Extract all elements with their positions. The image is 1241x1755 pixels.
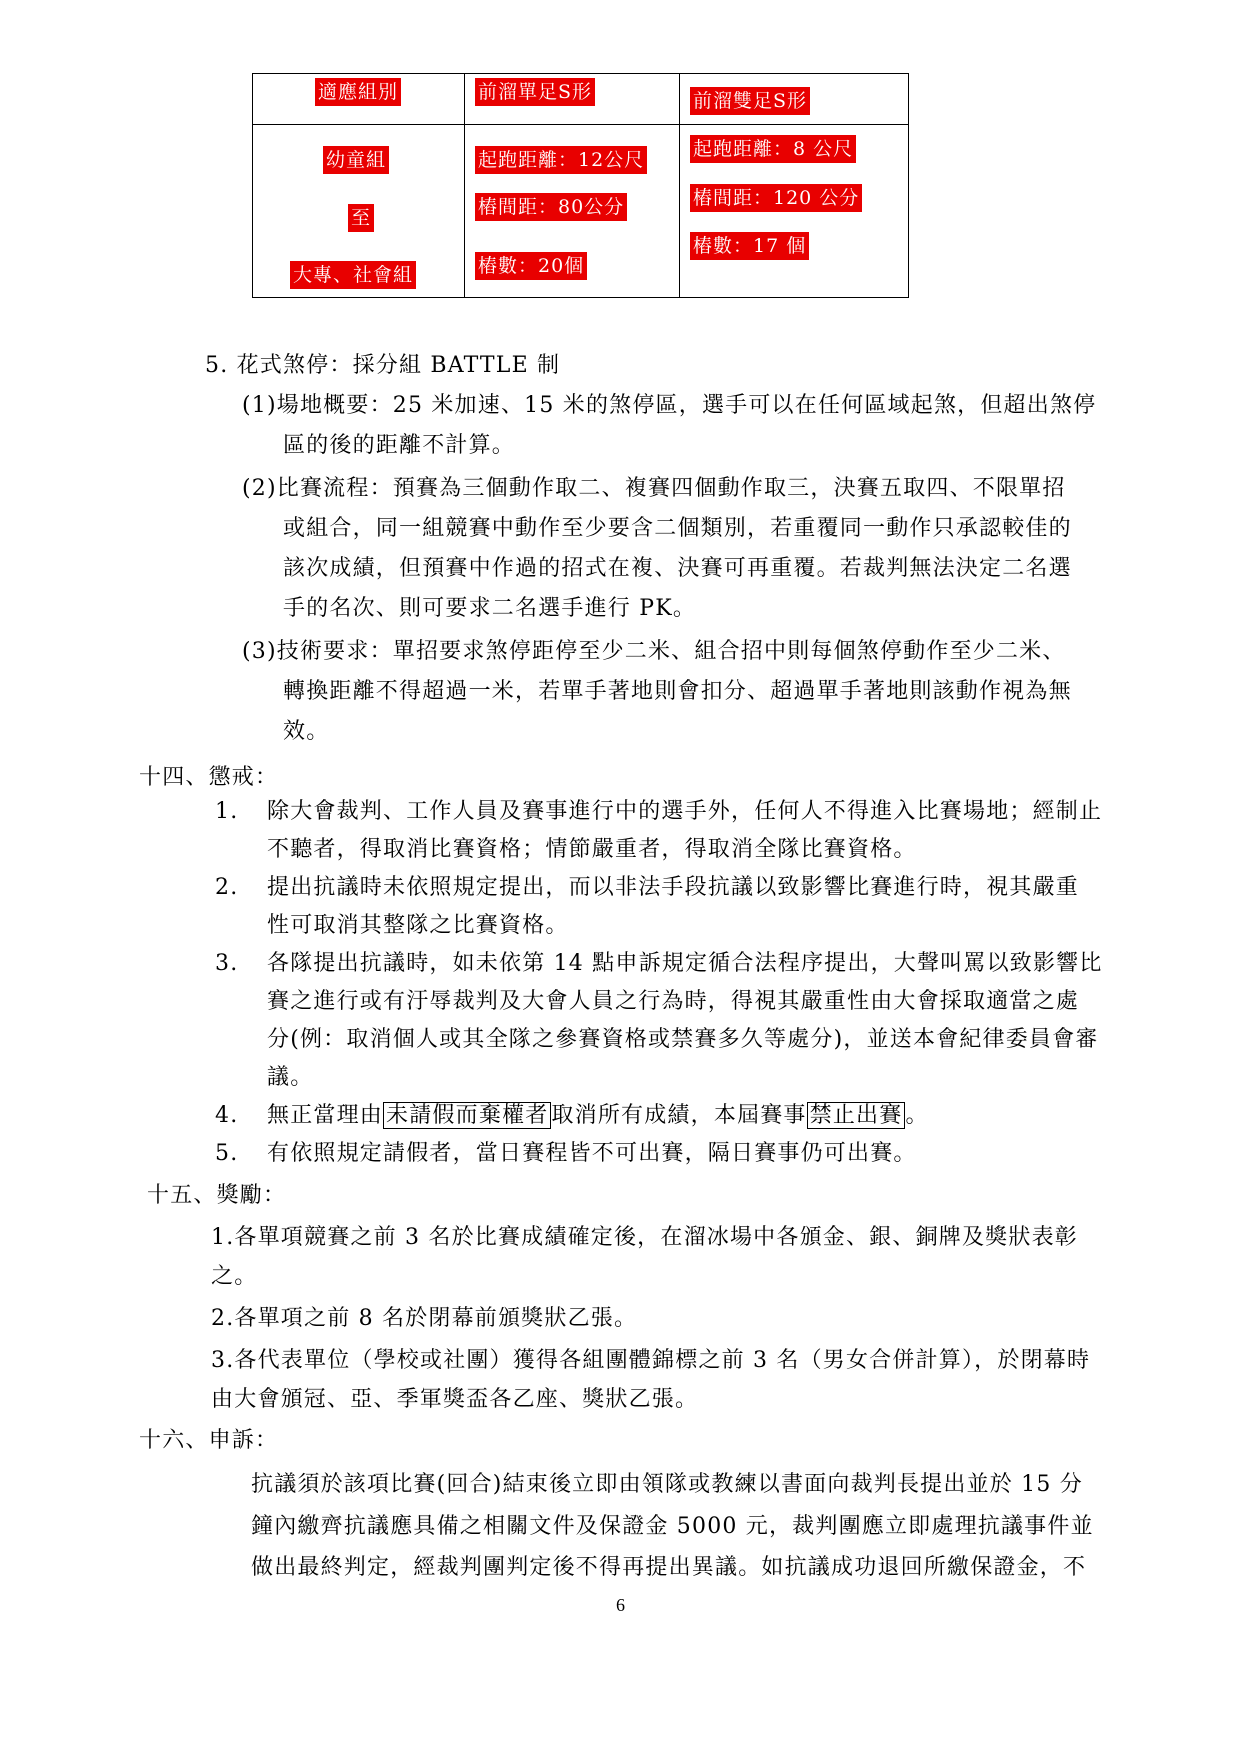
- item-number: 4.: [215, 1103, 239, 1128]
- section15-item1-line: 之。: [211, 1264, 258, 1289]
- section14-item1-line: 不聽者，得取消比賽資格；情節嚴重者，得取消全隊比賽資格。: [267, 837, 917, 862]
- section5-p1-line: (1)場地概要：25 米加速、15 米的煞停區，選手可以在任何區域起煞，但超出煞停: [242, 393, 1097, 418]
- section15-title: 十五、獎勵：: [147, 1183, 287, 1208]
- group-end: 大專、社會組: [290, 261, 416, 289]
- section14-item1-line: 除大會裁判、工作人員及賽事進行中的選手外，任何人不得進入比賽場地；經制止: [267, 799, 1103, 824]
- section14-item2-line: 提出抗議時未依照規定提出，而以非法手段抗議以致影響比賽進行時，視其嚴重: [267, 875, 1080, 900]
- table-row: [253, 74, 909, 125]
- group-to: 至: [348, 204, 374, 232]
- section14-item2-line: 性可取消其整隊之比賽資格。: [267, 913, 569, 938]
- header-single: 前溜單足S形: [475, 78, 595, 106]
- item-number: 2.: [215, 875, 239, 900]
- table-cell: [465, 74, 680, 125]
- section5-title: 5. 花式煞停：採分組 BATTLE 制: [205, 353, 561, 378]
- item4-text: 無正當理由: [267, 1103, 384, 1128]
- group-start: 幼童組: [323, 146, 389, 174]
- section5-p1-line: 區的後的距離不計算。: [283, 433, 516, 458]
- item-number: 3.: [215, 951, 239, 976]
- section5-p3-line: (3)技術要求：單招要求煞停距停至少二米、組合招中則每個煞停動作至少二米、: [242, 639, 1066, 664]
- header-group: 適應組別: [315, 78, 401, 106]
- section16-line: 抗議須於該項比賽(回合)結束後立即由領隊或教練以書面向裁判長提出並於 15 分: [251, 1472, 1083, 1497]
- item-number: 5.: [215, 1141, 239, 1166]
- double-distance: 起跑距離：8 公尺: [690, 135, 856, 163]
- double-spacing: 樁間距：120 公分: [690, 184, 862, 212]
- table-cell: [680, 74, 909, 125]
- section14-item3-line: 議。: [267, 1065, 314, 1090]
- section5-p2-line: 或組合，同一組競賽中動作至少要含二個類別，若重覆同一動作只承認較佳的: [283, 516, 1072, 541]
- single-count: 樁數：20個: [475, 252, 587, 280]
- section15-item2: 2.各單項之前 8 名於閉幕前頒獎狀乙張。: [211, 1306, 638, 1331]
- item-number: 1.: [215, 799, 239, 824]
- section15-item1-line: 1.各單項競賽之前 3 名於比賽成績確定後，在溜冰場中各頒金、銀、銅牌及獎狀表彰: [211, 1225, 1078, 1250]
- section5-p3-line: 轉換距離不得超過一米，若單手著地則會扣分、超過單手著地則該動作視為無: [283, 679, 1072, 704]
- section14-item3-line: 賽之進行或有汙辱裁判及大會人員之行為時，得視其嚴重性由大會採取適當之處: [267, 989, 1080, 1014]
- section5-p3-line: 效。: [283, 719, 330, 744]
- section5-p2-line: (2)比賽流程：預賽為三個動作取二、複賽四個動作取三，決賽五取四、不限單招: [242, 476, 1066, 501]
- table-cell: [253, 125, 465, 298]
- section5-p2-line: 該次成績，但預賽中作過的招式在複、決賽可再重覆。若裁判無法決定二名選: [283, 556, 1072, 581]
- table-cell: [253, 74, 465, 125]
- section14-item3-line: 各隊提出抗議時，如未依第 14 點申訴規定循合法程序提出，大聲叫罵以致影響比: [267, 951, 1103, 976]
- section14-title: 十四、懲戒：: [139, 765, 279, 790]
- section5-p2-line: 手的名次、則可要求二名選手進行 PK。: [283, 596, 697, 621]
- item4-text: 取消所有成績，本屆賽事: [551, 1103, 807, 1128]
- double-count: 樁數：17 個: [690, 232, 809, 260]
- section14-item4: [267, 1101, 929, 1131]
- section16-title: 十六、申訴：: [139, 1428, 279, 1453]
- section16-line: 鐘內繳齊抗議應具備之相關文件及保證金 5000 元，裁判團應立即處理抗議事件並: [251, 1514, 1094, 1539]
- boxed-term-forfeit: 未請假而棄權者: [383, 1102, 551, 1129]
- section14-item3-line: 分(例：取消個人或其全隊之參賽資格或禁賽多久等處分)，並送本會紀律委員會審: [267, 1027, 1099, 1052]
- table-cell: [680, 125, 909, 298]
- header-double: 前溜雙足S形: [690, 87, 810, 115]
- table-cell: [465, 125, 680, 298]
- table-row: [253, 125, 909, 298]
- boxed-term-ban: 禁止出賽: [807, 1102, 906, 1129]
- section16-line: 做出最終判定，經裁判團判定後不得再提出異議。如抗議成功退回所繳保證金，不: [251, 1555, 1087, 1580]
- page-number: 6: [616, 1595, 625, 1615]
- single-spacing: 樁間距：80公分: [475, 193, 627, 221]
- single-distance: 起跑距離：12公尺: [475, 146, 647, 174]
- spec-table: [252, 73, 909, 298]
- section14-item5: 有依照規定請假者，當日賽程皆不可出賽，隔日賽事仍可出賽。: [267, 1141, 917, 1166]
- section15-item3-line: 3.各代表單位（學校或社團）獲得各組團體錦標之前 3 名（男女合併計算），於閉幕時: [211, 1348, 1091, 1373]
- item4-text: 。: [905, 1103, 929, 1128]
- section15-item3-line: 由大會頒冠、亞、季軍獎盃各乙座、獎狀乙張。: [211, 1387, 699, 1412]
